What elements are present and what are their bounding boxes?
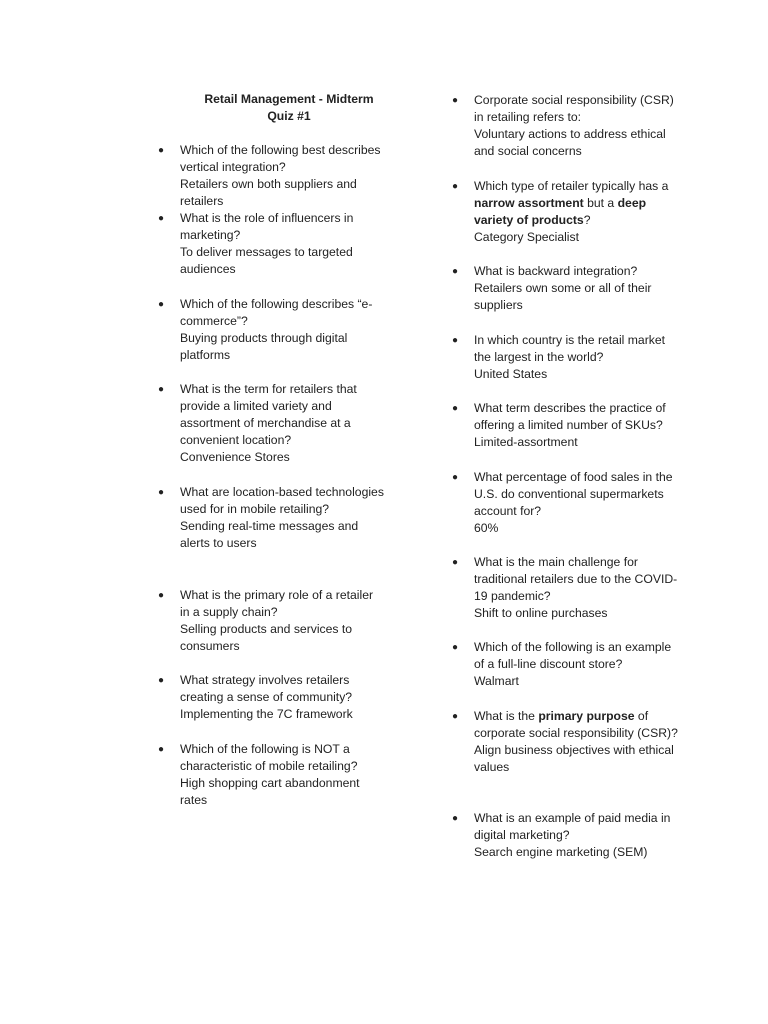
list-item xyxy=(452,178,684,246)
list-item xyxy=(452,469,684,537)
list-item xyxy=(452,92,684,160)
bullet-icon: ● xyxy=(158,590,165,601)
list-item xyxy=(158,484,384,552)
list-item xyxy=(452,263,684,314)
answer-text: To deliver messages to targeted audiences xyxy=(180,245,353,276)
question-text xyxy=(474,178,684,229)
question-text: Which of the following is NOT a characteristic of mobile retailing? xyxy=(180,742,358,773)
question-text-part: ? xyxy=(583,213,591,227)
list-item xyxy=(158,672,384,723)
answer-text: Implementing the 7C framework xyxy=(180,707,353,721)
answer-text: High shopping cart abandonment rates xyxy=(180,776,360,807)
bullet-icon: ● xyxy=(158,213,165,224)
bullet-icon: ● xyxy=(452,266,459,277)
answer-text: Category Specialist xyxy=(474,230,579,244)
question-text: Which of the following describes “e-commerce”? xyxy=(180,297,373,328)
answer-text: Convenience Stores xyxy=(180,450,290,464)
answer-text: Align business objectives with ethical values xyxy=(474,743,674,774)
bullet-icon: ● xyxy=(452,335,459,346)
question-text: What is the term for retailers that provide a limited variety and assortment of merchandise at a convenient location? xyxy=(180,382,357,447)
question-text: What are location-based technologies used for in mobile retailing? xyxy=(180,485,384,516)
bullet-icon: ● xyxy=(158,744,165,755)
list-item xyxy=(452,708,684,776)
list-item xyxy=(452,554,684,622)
answer-text: Sending real-time messages and alerts to users xyxy=(180,519,359,550)
question-text-part: of corporate social responsibility (CSR)? xyxy=(474,709,678,740)
question-text-part: What is the xyxy=(474,709,539,723)
bullet-icon: ● xyxy=(158,384,165,395)
answer-text: Retailers own some or all of their suppliers xyxy=(474,281,652,312)
list-item xyxy=(158,142,384,210)
bullet-icon: ● xyxy=(452,472,459,483)
answer-text: Voluntary actions to address ethical and social concerns xyxy=(474,127,666,158)
question-text: What percentage of food sales in the U.S. do conventional supermarkets account for? xyxy=(474,470,673,518)
title-line-1: Retail Management - Midterm xyxy=(204,92,374,106)
answer-text: Limited-assortment xyxy=(474,435,578,449)
question-text: What is the role of influencers in marketing? xyxy=(180,211,354,242)
question-text: In which country is the retail market the largest in the world? xyxy=(474,333,666,364)
question-text-bold: deep variety of products xyxy=(474,196,647,227)
list-item xyxy=(452,400,684,451)
bullet-icon: ● xyxy=(452,181,459,192)
bullet-icon: ● xyxy=(158,145,165,156)
question-text: Which of the following is an example of a full-line discount store? xyxy=(474,640,672,671)
bullet-icon: ● xyxy=(158,487,165,498)
bullet-icon: ● xyxy=(158,675,165,686)
list-item xyxy=(158,381,384,466)
answer-text: Search engine marketing (SEM) xyxy=(474,845,648,859)
question-text-bold: primary purpose xyxy=(538,709,635,723)
question-text: What is the primary role of a retailer in a supply chain? xyxy=(180,588,374,619)
bullet-icon: ● xyxy=(158,299,165,310)
question-text: What strategy involves retailers creating a sense of community? xyxy=(180,673,353,704)
bullet-icon: ● xyxy=(452,95,459,106)
list-item xyxy=(158,741,384,809)
question-text: Corporate social responsibility (CSR) in retailing refers to: xyxy=(474,93,674,124)
question-text-part: but a xyxy=(583,196,618,210)
answer-text: Retailers own both suppliers and retailers xyxy=(180,177,357,208)
list-item xyxy=(452,810,684,861)
list-item xyxy=(158,296,384,364)
answer-text: 60% xyxy=(474,521,499,535)
question-text: What is the main challenge for traditional retailers due to the COVID-19 pandemic? xyxy=(474,555,678,603)
list-item xyxy=(452,332,684,383)
question-text: Which of the following best describes vertical integration? xyxy=(180,143,381,174)
bullet-icon: ● xyxy=(452,711,459,722)
bullet-icon: ● xyxy=(452,642,459,653)
list-item xyxy=(452,639,684,690)
question-text: What is backward integration? xyxy=(474,264,638,278)
question-text: What term describes the practice of offering a limited number of SKUs? xyxy=(474,401,666,432)
bullet-icon: ● xyxy=(452,557,459,568)
question-text xyxy=(474,708,684,742)
answer-text: Shift to online purchases xyxy=(474,606,608,620)
answer-text: Walmart xyxy=(474,674,519,688)
title-line-2: Quiz #1 xyxy=(267,109,311,123)
question-text: What is an example of paid media in digital marketing? xyxy=(474,811,671,842)
answer-text: United States xyxy=(474,367,548,381)
list-item xyxy=(158,210,384,278)
answer-text: Selling products and services to consumers xyxy=(180,622,353,653)
document-title xyxy=(182,91,396,125)
bullet-icon: ● xyxy=(452,403,459,414)
question-text-part: Which type of retailer typically has a xyxy=(474,179,669,193)
question-text-bold: narrow assortment xyxy=(474,196,584,210)
answer-text: Buying products through digital platforms xyxy=(180,331,348,362)
list-item xyxy=(158,587,384,655)
bullet-icon: ● xyxy=(452,813,459,824)
